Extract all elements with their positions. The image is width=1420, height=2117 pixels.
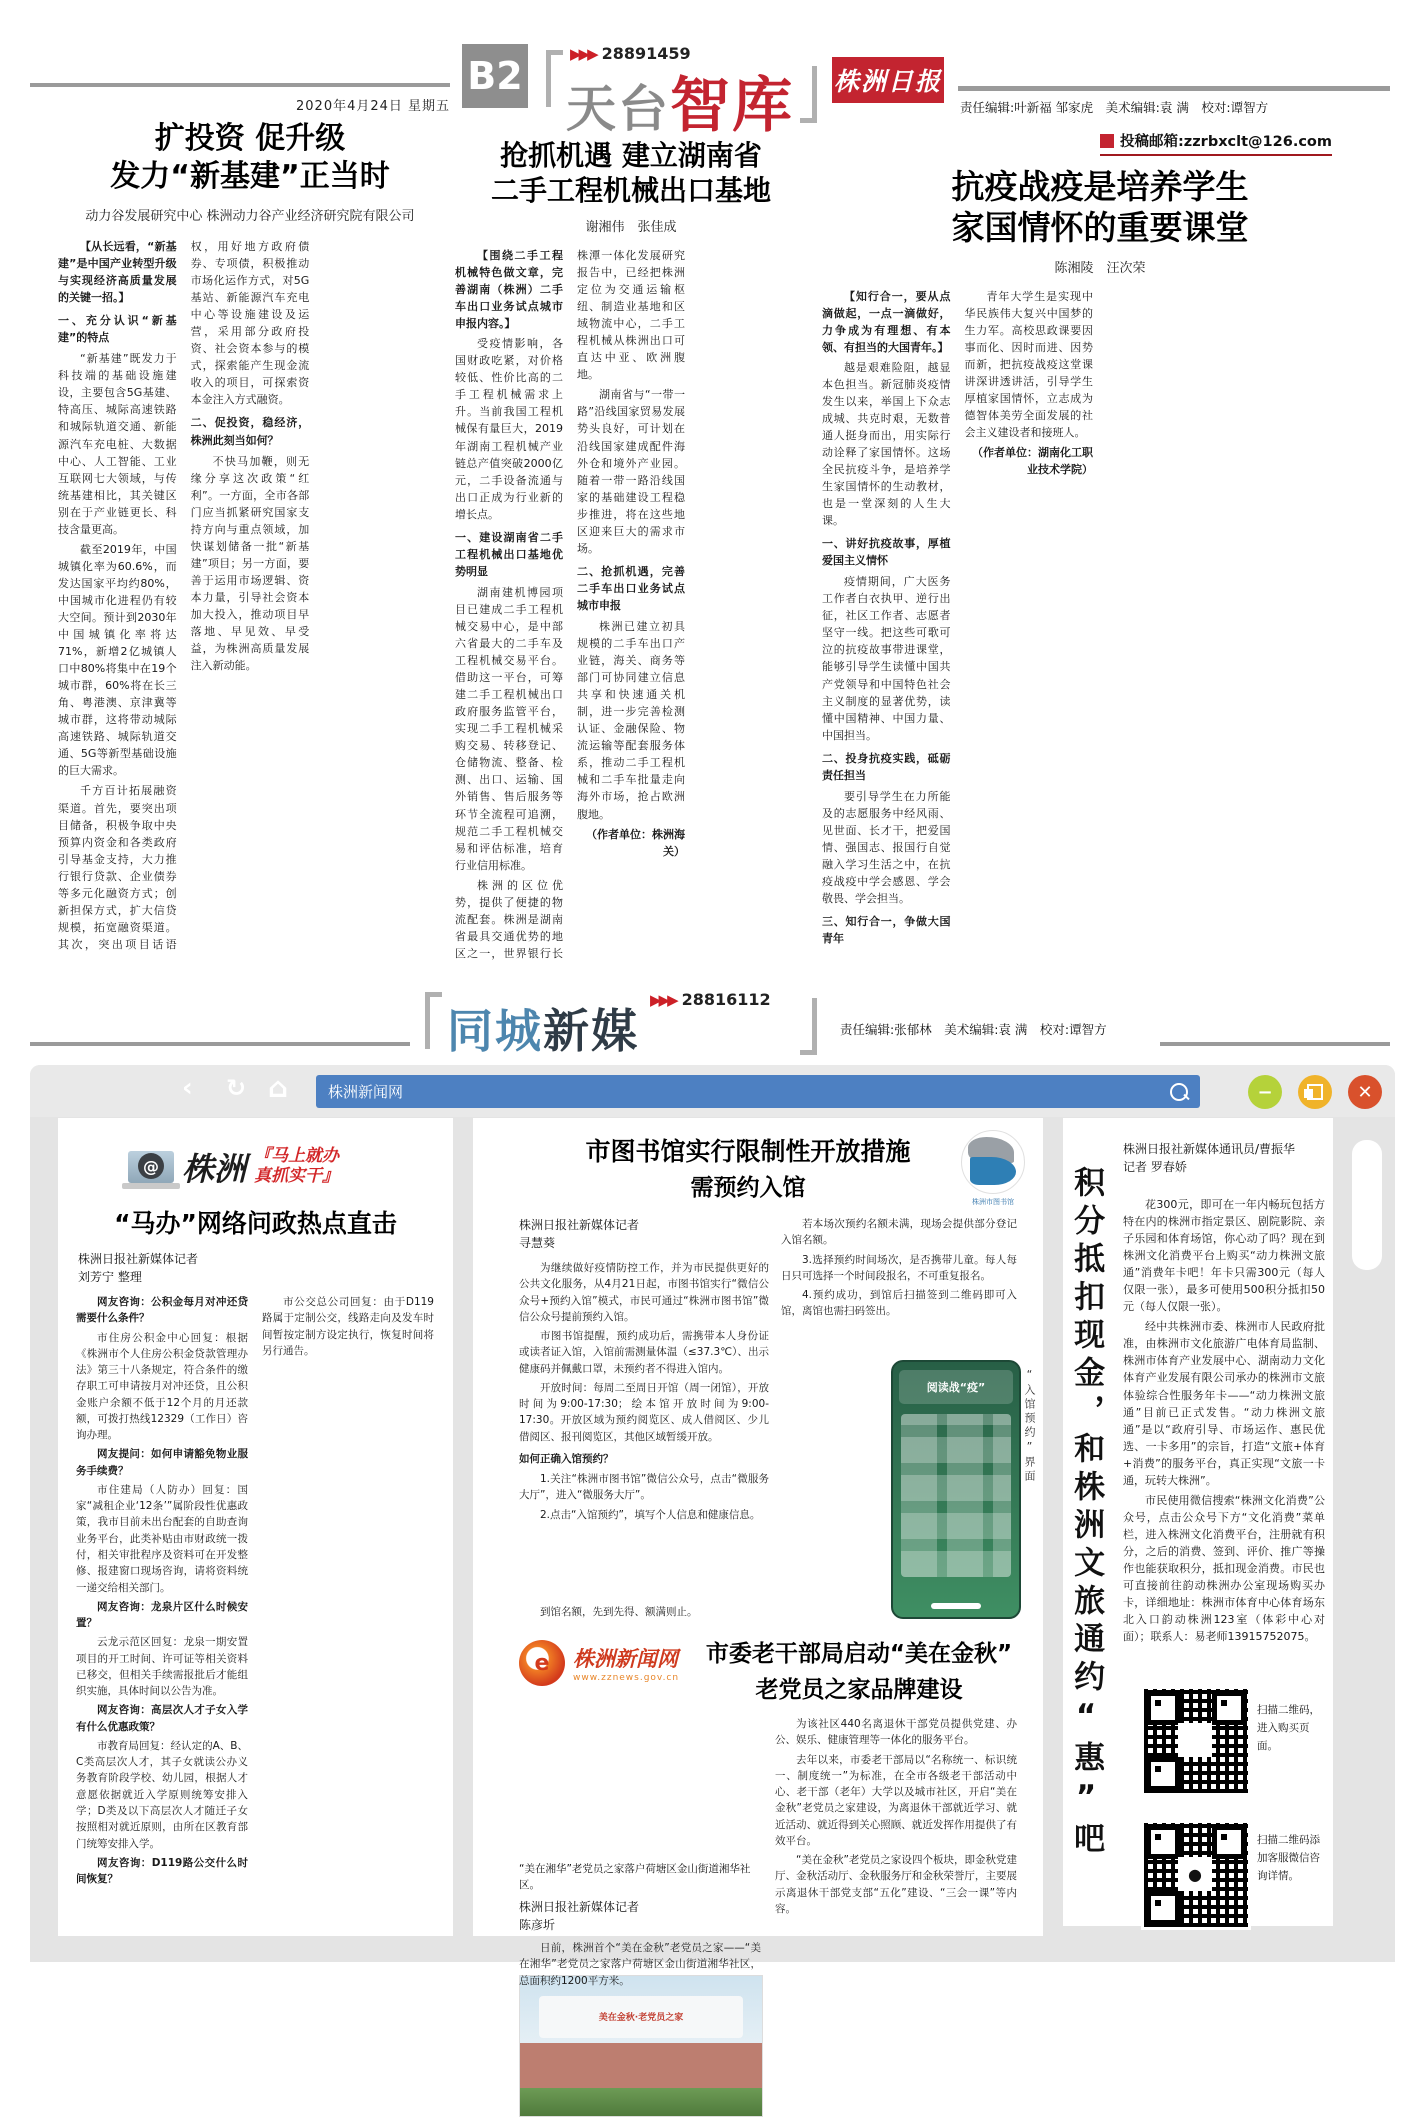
- paragraph: 去年以来，市委老干部局以“名称统一、标识统一、制度统一”为标准，在全市各级老干部活动中心、老干部（老年）大学以及城市社区，开启“美在金秋”老党员之家建设，为离退休干部就近学习、就近活动、就近得到关心照顾、就近发挥作用提供了有效平台。: [775, 1753, 1017, 1847]
- minimize-button[interactable]: −: [1248, 1075, 1282, 1109]
- qr1-caption: 扫描二维码，进入购买页面。: [1257, 1704, 1320, 1752]
- article-byline: 动力谷发展研究中心 株洲动力谷产业经济研究院有限公司: [85, 209, 415, 224]
- banner2-rule-right: [1160, 1042, 1390, 1046]
- hotline-headline: “马办”网络问政热点直击: [114, 1209, 397, 1238]
- paragraph: 湖南建机博园项目已建成二手工程机械交易中心，是中部六省最大的二手车及工程机械交易平台。借助这一平台，可筹建二手工程机械出口政府服务监管平台，实现二手工程机械采购交易、转移登记、仓储物流、整备、检测、出口、运输、国外销售、售后服务等环节全流程可追溯，规范二手工程机械交易和评估标准，培育行业信用标准。: [455, 585, 563, 872]
- red-square-icon: [1100, 134, 1114, 148]
- banner2-title-blue: 同城: [447, 1004, 543, 1058]
- byline-name: 刘芳宁 整理: [78, 1270, 142, 1284]
- photo-caption: “美在湘华”老党员之家落户荷塘区金山街道湘华社区。: [519, 1863, 751, 1891]
- paragraph: 网友咨询：高层次人才子女入学有什么优惠政策？: [76, 1704, 248, 1733]
- refresh-icon[interactable]: ↻: [226, 1074, 247, 1102]
- byline-role: 株洲日报社新媒体记者: [519, 1218, 640, 1232]
- photo-bushes: [520, 2088, 762, 2116]
- paragraph: 到馆名额，先到先得、额满则止。: [540, 1606, 698, 1618]
- article-title-line1: 抢抓机遇 建立湖南省: [500, 139, 762, 172]
- paragraph: 网友咨询：D119路公交什么时间恢复？: [76, 1856, 248, 1886]
- bracket-close-icon: [800, 998, 817, 1055]
- banner2-title: [447, 995, 639, 1061]
- logo-city-text: 株洲: [182, 1150, 247, 1188]
- restore-icon: [1307, 1084, 1323, 1100]
- triple-arrow-icon: ▶▶▶: [650, 990, 676, 1009]
- scrollbar-thumb[interactable]: [1352, 1140, 1382, 1270]
- article-title-line2: 家国情怀的重要课堂: [951, 208, 1249, 248]
- paragraph: （作者单位：株洲海关）: [586, 827, 685, 858]
- article-body: [822, 288, 1378, 964]
- masthead-logo: 株洲日报: [832, 57, 944, 103]
- paragraph: 若本场次预约名额未满，现场会提供部分登记入馆名额。: [781, 1218, 1017, 1247]
- byline-name: 记者 罗春娇: [1123, 1160, 1187, 1174]
- article-byline: 谢湘伟 张佳成: [585, 220, 677, 235]
- paragraph: 日前，株洲首个“美在金秋”老党员之家——“美在湘华”老党员之家落户荷塘区金山街道湘华社区，总面积约1200平方米。: [519, 1942, 761, 1987]
- paragraph: 湖南省与“一带一路”沿线国家贸易发展势头良好，可计划在沿线国家建成配件海外仓和境外产业园。随着一带一路沿线国家的基础建设工程稳步推进，将在这些地区迎来巨大的需求市场。: [577, 388, 685, 555]
- article-epidemic-education: [822, 166, 1378, 964]
- article-title-line1: 抗疫战疫是培养学生: [951, 167, 1249, 206]
- paragraph: 越是艰难险阻，越显本色担当。新冠肺炎疫情发生以来，举国上下众志成城、共克时艰，无数普通人挺身而出，用实际行动诠释了家国情怀。这场全民抗疫斗争，是培养学生家国情怀的生动教材，也是一堂深刻的人生大课。: [822, 360, 951, 528]
- phone-home-bar: [931, 1603, 981, 1609]
- paragraph: 一、充分认识“新基建”的特点: [58, 314, 177, 345]
- paragraph: 市公交总公司回复：由于D119路属于定制公交，线路走向及发车时间暂按定制方设定执行，恢复时间将另行通告。: [262, 1296, 434, 1357]
- paragraph: 为继续做好疫情防控工作，并为市民提供更好的公共文化服务，从4月21日起，市图书馆实行“微信公众号+预约入馆”模式，市民可通过“株洲市图书馆”微信公众号提前预约入馆。: [519, 1262, 769, 1323]
- zznews-url: www.zznews.gov.cn: [573, 1673, 680, 1683]
- paragraph: 一、建设湖南省二手工程机械出口基地优势明显: [455, 530, 563, 578]
- paragraph: 开放时间：每周二至周日开馆（周一闭馆），开放时间为9:00-17:30；绘本馆开放时间为9:00-17:30。开放区域为预约阅览区、成人借阅区、少儿借阅区、报刊阅览区，其他区域暂缓开放。: [519, 1381, 769, 1443]
- seniors-byline: [519, 1898, 639, 1934]
- browser-window: [30, 1065, 1395, 2024]
- section-phone: 28891459: [601, 44, 691, 63]
- restore-button[interactable]: [1298, 1075, 1332, 1109]
- page-number: B2: [462, 44, 528, 108]
- paragraph: 云龙示范区回复：龙泉一期安置项目的开工时间、许可证等相关资料已移交，但相关手续需报批后才能组织实施，具体时间以公告为准。: [76, 1636, 248, 1698]
- back-icon[interactable]: ‹: [182, 1073, 193, 1103]
- column-divider: [1043, 1118, 1063, 1936]
- card-center: [473, 1118, 1043, 2024]
- zznews-e-icon: e: [519, 1640, 565, 1686]
- search-icon[interactable]: [1170, 1083, 1188, 1101]
- paragraph: 【从长远看，“新基建”是中国产业转型升级与实现经济高质量发展的关键一招。】: [58, 240, 177, 305]
- logo-slogan: [254, 1147, 339, 1186]
- banner2-editors: 责任编辑:张郁林 美术编辑:袁 满 校对:谭智方: [840, 1022, 1107, 1037]
- paragraph: 网友提问：如何申请豁免物业服务手续费？: [76, 1448, 248, 1477]
- paragraph: 市图书馆提醒，预约成功后，需携带本人身份证或读者证入馆，入馆前需测量体温（≤37.3℃）、出示健康码并佩戴口罩，未预约者不得进入馆内。: [519, 1330, 769, 1375]
- paragraph: （作者单位：湖南化工职业技术学院）: [972, 445, 1093, 476]
- tourism-vertical-headline: 积分抵扣现金，和株洲文旅通约“惠”吧: [1068, 1166, 1105, 1860]
- qr2-caption: 扫描二维码添加客服微信咨询详情。: [1257, 1834, 1320, 1882]
- app-banner: 阅读战“疫”: [899, 1370, 1013, 1404]
- paragraph: 1.关注“株洲市图书馆”微信公众号，点击“微服务大厅”，进入“微服务大厅”。: [519, 1473, 769, 1502]
- paragraph: 市住建局（人防办）回复：国家“减租企业‘12条’”属阶段性优惠政策，我市目前未出台配套的自助查询业务平台，此类补贴由市财政统一拨付，相关审批程序及资料可在开发整修、报建窗口现场咨询，请将资料统一递交给相关部门。: [76, 1483, 248, 1594]
- article-title-line2: 二手工程机械出口基地: [490, 174, 771, 207]
- article-body: [58, 238, 442, 966]
- section-title-red: 智库: [670, 71, 794, 141]
- bracket-close-icon: [800, 66, 817, 123]
- browser-toolbar: [30, 1065, 1395, 1117]
- library-logo-text: 株洲市图书馆: [972, 1198, 1014, 1206]
- at-icon: @: [138, 1153, 164, 1179]
- paragraph: 市民使用微信搜索“株洲文化消费”公众号，点击公众号下方“文化消费”菜单栏，进入株洲文化消费平台，注册就有积分，之后的消费、签到、评价、推广等操作也能获取积分，抵扣现金消费。市民也可直接前往韵动株洲办公室现场购买办卡，详细地址：株洲市体育中心体育场东北入口韵动株洲123室（体彩中心对面）；联系人：易老师13915752075。: [1123, 1493, 1325, 1644]
- photo-sign-text: 美在金秋·老党员之家: [539, 1996, 742, 2038]
- paragraph: 疫情期间，广大医务工作者白衣执甲、逆行出征，社区工作者、志愿者坚守一线。把这些可歌可泣的抗疫故事带进课堂，能够引导学生读懂中国共产党领导和中国特色社会主义制度的显著优势，读懂中国精神、中国力量、中国担当。: [822, 575, 951, 742]
- article-byline: 陈湘陵 汪次荣: [1054, 260, 1146, 276]
- banner2-rule-left: [30, 1042, 410, 1046]
- logo-slogan-line1: 『马上就办: [254, 1146, 340, 1167]
- hotline-body: [76, 1294, 434, 1920]
- phone-caption: “入馆预约”界面: [1023, 1368, 1036, 1484]
- library-col1: [519, 1260, 769, 1630]
- paragraph: 【知行合一，要从点滴做起，一点一滴做好，力争成为有理想、有本领、有担当的大国青年。】: [822, 289, 951, 354]
- qr-code-purchase: [1141, 1686, 1251, 1796]
- paragraph: 青年大学生是实现中华民族伟大复兴中国梦的生力军。高校思政课要因事而化、因时而进、因势而新，把抗疫战疫这堂课讲深讲透讲活，引导学生厚植家国情怀，立志成为德智体美劳全面发展的社会主义建设者和接班人。: [964, 289, 1093, 439]
- article-title-line2: 发力“新基建”正当时: [110, 158, 390, 194]
- app-screenshot: [891, 1360, 1021, 1619]
- paragraph: 【围绕二手工程机械特色做文章，完善湖南（株洲）二手车出口业务试点城市申报内容。】: [455, 249, 563, 331]
- submission-email: [1100, 130, 1332, 156]
- zznews-name: 株洲新闻网: [573, 1647, 678, 1671]
- app-grid: [901, 1414, 1011, 1577]
- swan-logo-icon: [961, 1130, 1025, 1194]
- editors-line: 责任编辑:叶新福 邹家虎 美术编辑:袁 满 校对:谭智方: [960, 100, 1269, 115]
- paragraph: 市教育局回复：经认定的A、B、C类高层次人才，其子女就读公办义务教育阶段学校、幼儿园，根据人才意愿依据就近入学原则统筹安排入学；D类及以下高层次人才随迁子女按照相对就近原则，由所在区教育部门统筹安排入学。: [76, 1739, 248, 1850]
- seniors-col-right: [775, 1716, 1017, 1966]
- card-tourism: [1063, 1118, 1333, 1926]
- byline-role: 株洲日报社新媒体记者: [78, 1252, 199, 1266]
- paragraph: 株洲的区位优势，提供了便捷的物流配套。株洲是湖南省最具交通优势的地区之一，世界银行长株潭一体化发展研究报告中，已经把株洲定位为交通运输枢纽、制造业基地和区域物流中心，二手工程机械从株洲出口可直达中亚、欧洲腹地。: [455, 249, 685, 960]
- library-headline-line2: 需预约入馆: [690, 1175, 806, 1201]
- library-col2: [781, 1216, 1017, 1323]
- library-logo: [961, 1130, 1025, 1207]
- qr-center-logo: [1178, 1723, 1212, 1757]
- paragraph: “美在金秋”老党员之家设四个板块，即金秋党建厅、金秋活动厅、金秋服务厅和金秋荣誉厅，主要展示离退休干部党支部“五化”建设、“三会一课”等内容。: [775, 1854, 1017, 1915]
- banner2-title-dark: 新媒: [543, 1004, 639, 1058]
- paragraph: 受疫情影响，各国财政吃紧，对价格较低、性价比高的二手工程机械需求上升。当前我国工程机械保有量巨大，2019年湖南工程机械产业链总产值突破2000亿元，二手设备流通与出口正成为行业新的增长点。: [455, 337, 563, 521]
- paragraph: 千方百计拓展融资渠道。首先，要突出项目储备，积极争取中央预算内资金和各类政府引导基金支持，大力推行银行贷款、企业债券等多元化融资方式；创新担保方式，扩大信贷规模，拓宽融资渠道。其次，突出项目话语权，用好地方政府债券、专项债，积极推动市场化运作方式，对5G基站、新能源汽车充电中心等设施建设及运营，采用部分政府投资、社会资本参与的模式，探索能产生现金流收入的项目，可探索资本金注入方式融资。: [58, 240, 310, 951]
- edition-date: 2020年4月24日 星期五: [296, 99, 451, 114]
- byline-role: 株洲日报社新媒体记者: [519, 1900, 640, 1914]
- library-note: [519, 1604, 769, 1620]
- tourism-byline: [1123, 1140, 1328, 1176]
- seniors-headline-line1: 市委老干部局启动“美在金秋”: [705, 1641, 1013, 1667]
- article-title-line1: 扩投资 促升级: [154, 121, 346, 156]
- byline-name: 寻慧葵: [519, 1236, 556, 1250]
- logo-slogan-line2: 真抓实干』: [254, 1166, 340, 1186]
- paragraph: 网友咨询：公积金每月对冲还贷需要什么条件？: [76, 1296, 248, 1325]
- paragraph: 不快马加鞭，则无缘分享这次政策“红利”。一方面，全市各部门应当抓紧研究国家支持方向与重点领域，加快谋划储备一批“新基建”项目；另一方面，要善于运用市场逻辑、资本力量，引导社会资本加大投入，推动项目早落地、早见效、早受益，为株洲高质量发展注入新动能。: [190, 454, 310, 673]
- zznews-logo: [519, 1640, 679, 1686]
- paragraph: 如何正确入馆预约？: [519, 1452, 614, 1465]
- banner2-phone: 28816112: [681, 990, 771, 1009]
- library-byline: [519, 1216, 639, 1252]
- seniors-headline-line2: 老党员之家品牌建设: [755, 1677, 963, 1703]
- paragraph: 2.点击“入馆预约”，填写个人信息和健康信息。: [540, 1508, 761, 1521]
- paragraph: 为该社区440名离退休干部党员提供党建、办公、娱乐、健康管理等一体化的服务平台。: [775, 1718, 1017, 1747]
- banner2-hotline: [650, 990, 771, 1009]
- paragraph: 要引导学生在力所能及的志愿服务中经风雨、见世面、长才干，把爱国情、强国志、报国行自觉融入学习生活之中，在抗疫战疫中学会感恩、学会敬畏、学会担当。: [822, 789, 951, 906]
- seniors-col-left: [519, 1940, 761, 1992]
- column-divider: [453, 1118, 473, 1936]
- triple-arrow-icon: ▶▶▶: [570, 44, 596, 63]
- section-title: [566, 58, 794, 144]
- paragraph: 4.预约成功，到馆后扫描签到二维码即可入馆，离馆也需扫码签出。: [781, 1289, 1017, 1318]
- header-rule-right: [958, 86, 1390, 91]
- paragraph: “新基建”既发力于科技端的基础设施建设，主要包含5G基建、特高压、城际高速铁路和城际轨道交通、新能源汽车充电桩、大数据中心、人工智能、工业互联网七大领域，与传统基建相比，其关键区别在于产业链更长、科技含量更高。: [58, 352, 177, 536]
- qr-center-avatar: ●: [1178, 1857, 1212, 1891]
- zhuzhou-at-logo: [128, 1144, 339, 1190]
- address-text: 株洲新闻网: [328, 1083, 404, 1101]
- laptop-icon: [128, 1151, 174, 1183]
- seniors-photo: [519, 1975, 763, 2117]
- article-newinfra: [58, 120, 442, 966]
- paragraph: 3.选择预约时间场次，是否携带儿童。每人每日只可选择一个时间段报名，不可重复报名。: [781, 1253, 1017, 1282]
- article-machinery: [455, 138, 807, 963]
- tourism-body: [1123, 1196, 1325, 1648]
- library-headline-line1: 市图书馆实行限制性开放措施: [585, 1137, 911, 1166]
- section-title-gray: 天台: [566, 80, 670, 138]
- paragraph: 截至2019年，中国城镇化率为60.6%，而发达国家平均约80%，中国城市化进程仍有较大空间。预计到2030年中国城镇化率将达71%，新增2亿城镇人口中80%将集中在19个城市群，60%将在长三角、粤港澳、京津冀等城市群，这将带动城际高速铁路、城际轨道交通、5G等新型基础设施的巨大需求。: [58, 542, 177, 778]
- article-body: [455, 247, 807, 963]
- address-bar[interactable]: [316, 1075, 1200, 1108]
- card-hotline: [58, 1118, 453, 1936]
- paragraph: 二、投身抗疫实践，砥砺责任担当: [822, 751, 951, 782]
- paragraph: 二、抢抓机遇，完善二手车出口业务试点城市申报: [577, 564, 685, 612]
- paragraph: 网友咨询：龙泉片区什么时候安置？: [76, 1600, 248, 1630]
- qr-code-service: [1141, 1820, 1251, 1930]
- paragraph: 花300元，即可在一年内畅玩包括方特在内的株洲市指定景区、剧院影院、亲子乐园和体育场馆，你心动了吗？现在到株洲文化消费平台上购买“动力株洲文旅通”消费年卡吧！年卡只需300元（每人仅限一张），最多可使用500积分抵扣50元（每人仅限一张）。: [1123, 1198, 1325, 1314]
- hotline-byline: [78, 1250, 198, 1286]
- photo-building: [520, 2043, 762, 2091]
- paragraph: 市住房公积金中心回复：根据《株洲市个人住房公积金贷款管理办法》第三十八条规定，符合条件的缴存职工可申请按月对冲还贷，且公积金账户余额不低于12个月的月还款额，可拨打热线12329（工作日）咨询办理。: [76, 1331, 248, 1442]
- byline-name: 陈彦圻: [519, 1918, 556, 1932]
- paragraph: 经中共株洲市委、株洲市人民政府批准，由株洲市文化旅游广电体育局监制、株洲市体育产业发展中心、湖南动力文化体育产业发展有限公司承办的株洲市文旅体验综合性服务年卡——“动力株洲文旅通”目前已正式发售。“动力株洲文旅通”是以“政府引导、市场运作、惠民优选、一卡多用”的宗旨，打造“文旅+体育+消费”的服务平台，真正实现“文旅一卡通，玩转大株洲”。: [1123, 1320, 1325, 1487]
- header-rule-left: [30, 83, 450, 87]
- close-button[interactable]: ✕: [1348, 1075, 1382, 1109]
- paragraph: 一、讲好抗疫故事，厚植爱国主义情怀: [822, 537, 951, 568]
- bracket-open-icon: [546, 50, 563, 107]
- paragraph: 株洲已建立初具规模的二手车出口产业链，海关、商务等部门可协同建立信息共享和快速通关机制，进一步完善检测认证、金融保险、物流运输等配套服务体系，推动二手工程机械和二手车批量走向海外市场，抢占欧洲腹地。: [577, 619, 685, 821]
- paragraph: 三、知行合一，争做大国青年: [822, 915, 951, 946]
- email-text: 投稿邮箱:zzrbxclt@126.com: [1120, 134, 1332, 150]
- byline-role: 株洲日报社新媒体通讯员/曹振华: [1123, 1142, 1296, 1156]
- home-icon[interactable]: ⌂: [268, 1071, 289, 1104]
- bracket-open-icon: [425, 992, 442, 1049]
- paragraph: 二、促投资，稳经济，株洲此刻当如何？: [190, 416, 310, 447]
